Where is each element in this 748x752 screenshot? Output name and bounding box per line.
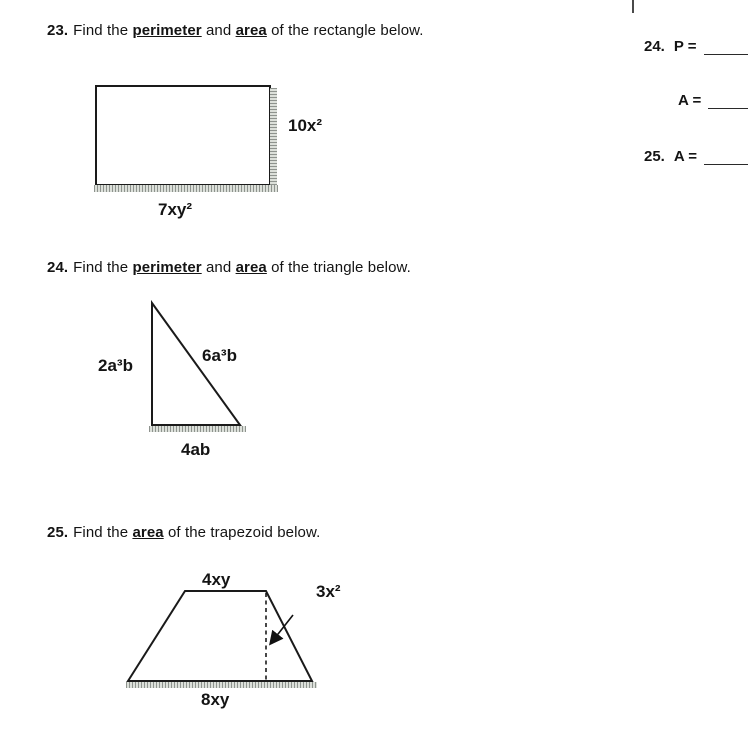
answer-blank-line xyxy=(708,93,748,109)
question-25-post: of the trapezoid below. xyxy=(163,524,321,541)
answer-box-border-line xyxy=(632,0,634,13)
triangle-bottom-hatch xyxy=(149,426,246,432)
question-23-pre: Find the xyxy=(73,22,133,39)
answer-25-area-label: A = xyxy=(673,148,698,165)
rectangle-bottom-hatch xyxy=(94,185,278,192)
question-23-mid: and xyxy=(201,22,236,39)
answer-row-25-area xyxy=(644,148,748,165)
question-24-pre: Find the xyxy=(73,259,133,276)
question-25-number: 25. xyxy=(47,524,69,541)
question-25-text xyxy=(47,524,320,541)
trapezoid-bottom-hatch xyxy=(126,682,317,688)
question-23-keyword-area: area xyxy=(235,22,267,39)
question-23-keyword-perimeter: perimeter xyxy=(132,22,202,39)
trapezoid-bottom-label: 8xy xyxy=(201,690,230,709)
answer-24-area-label: A = xyxy=(678,92,702,109)
triangle-left-side-label: 2a³b xyxy=(98,356,133,375)
answer-blank-line xyxy=(704,149,748,165)
triangle-base-label: 4ab xyxy=(181,440,211,459)
question-24-text xyxy=(47,259,411,276)
trapezoid-shape xyxy=(128,591,312,681)
answer-24-perimeter-label: P = xyxy=(673,38,697,55)
answer-blank-line xyxy=(704,39,748,55)
question-24-post: of the triangle below. xyxy=(266,259,411,276)
answer-25-number: 25. xyxy=(644,148,665,165)
question-25-pre: Find the xyxy=(73,524,133,541)
rectangle-height-label: 10x² xyxy=(288,116,323,135)
question-23-number: 23. xyxy=(47,22,69,39)
trapezoid-slant-label: 3x² xyxy=(316,582,341,601)
rectangle-width-label: 7xy² xyxy=(158,200,193,219)
answer-row-24-perimeter xyxy=(644,38,748,55)
rectangle-right-hatch xyxy=(270,88,277,185)
trapezoid-top-label: 4xy xyxy=(202,570,231,589)
question-24-number: 24. xyxy=(47,259,69,276)
answer-row-24-area xyxy=(678,92,748,109)
answer-24-number: 24. xyxy=(644,38,665,55)
rectangle-shape xyxy=(95,85,271,186)
question-24-mid: and xyxy=(201,259,236,276)
triangle-hypotenuse-label: 6a³b xyxy=(202,346,237,365)
question-23-post: of the rectangle below. xyxy=(266,22,424,39)
question-23-text xyxy=(47,22,424,39)
question-24-keyword-perimeter: perimeter xyxy=(132,259,202,276)
question-25-keyword-area: area xyxy=(132,524,164,541)
question-24-keyword-area: area xyxy=(235,259,267,276)
